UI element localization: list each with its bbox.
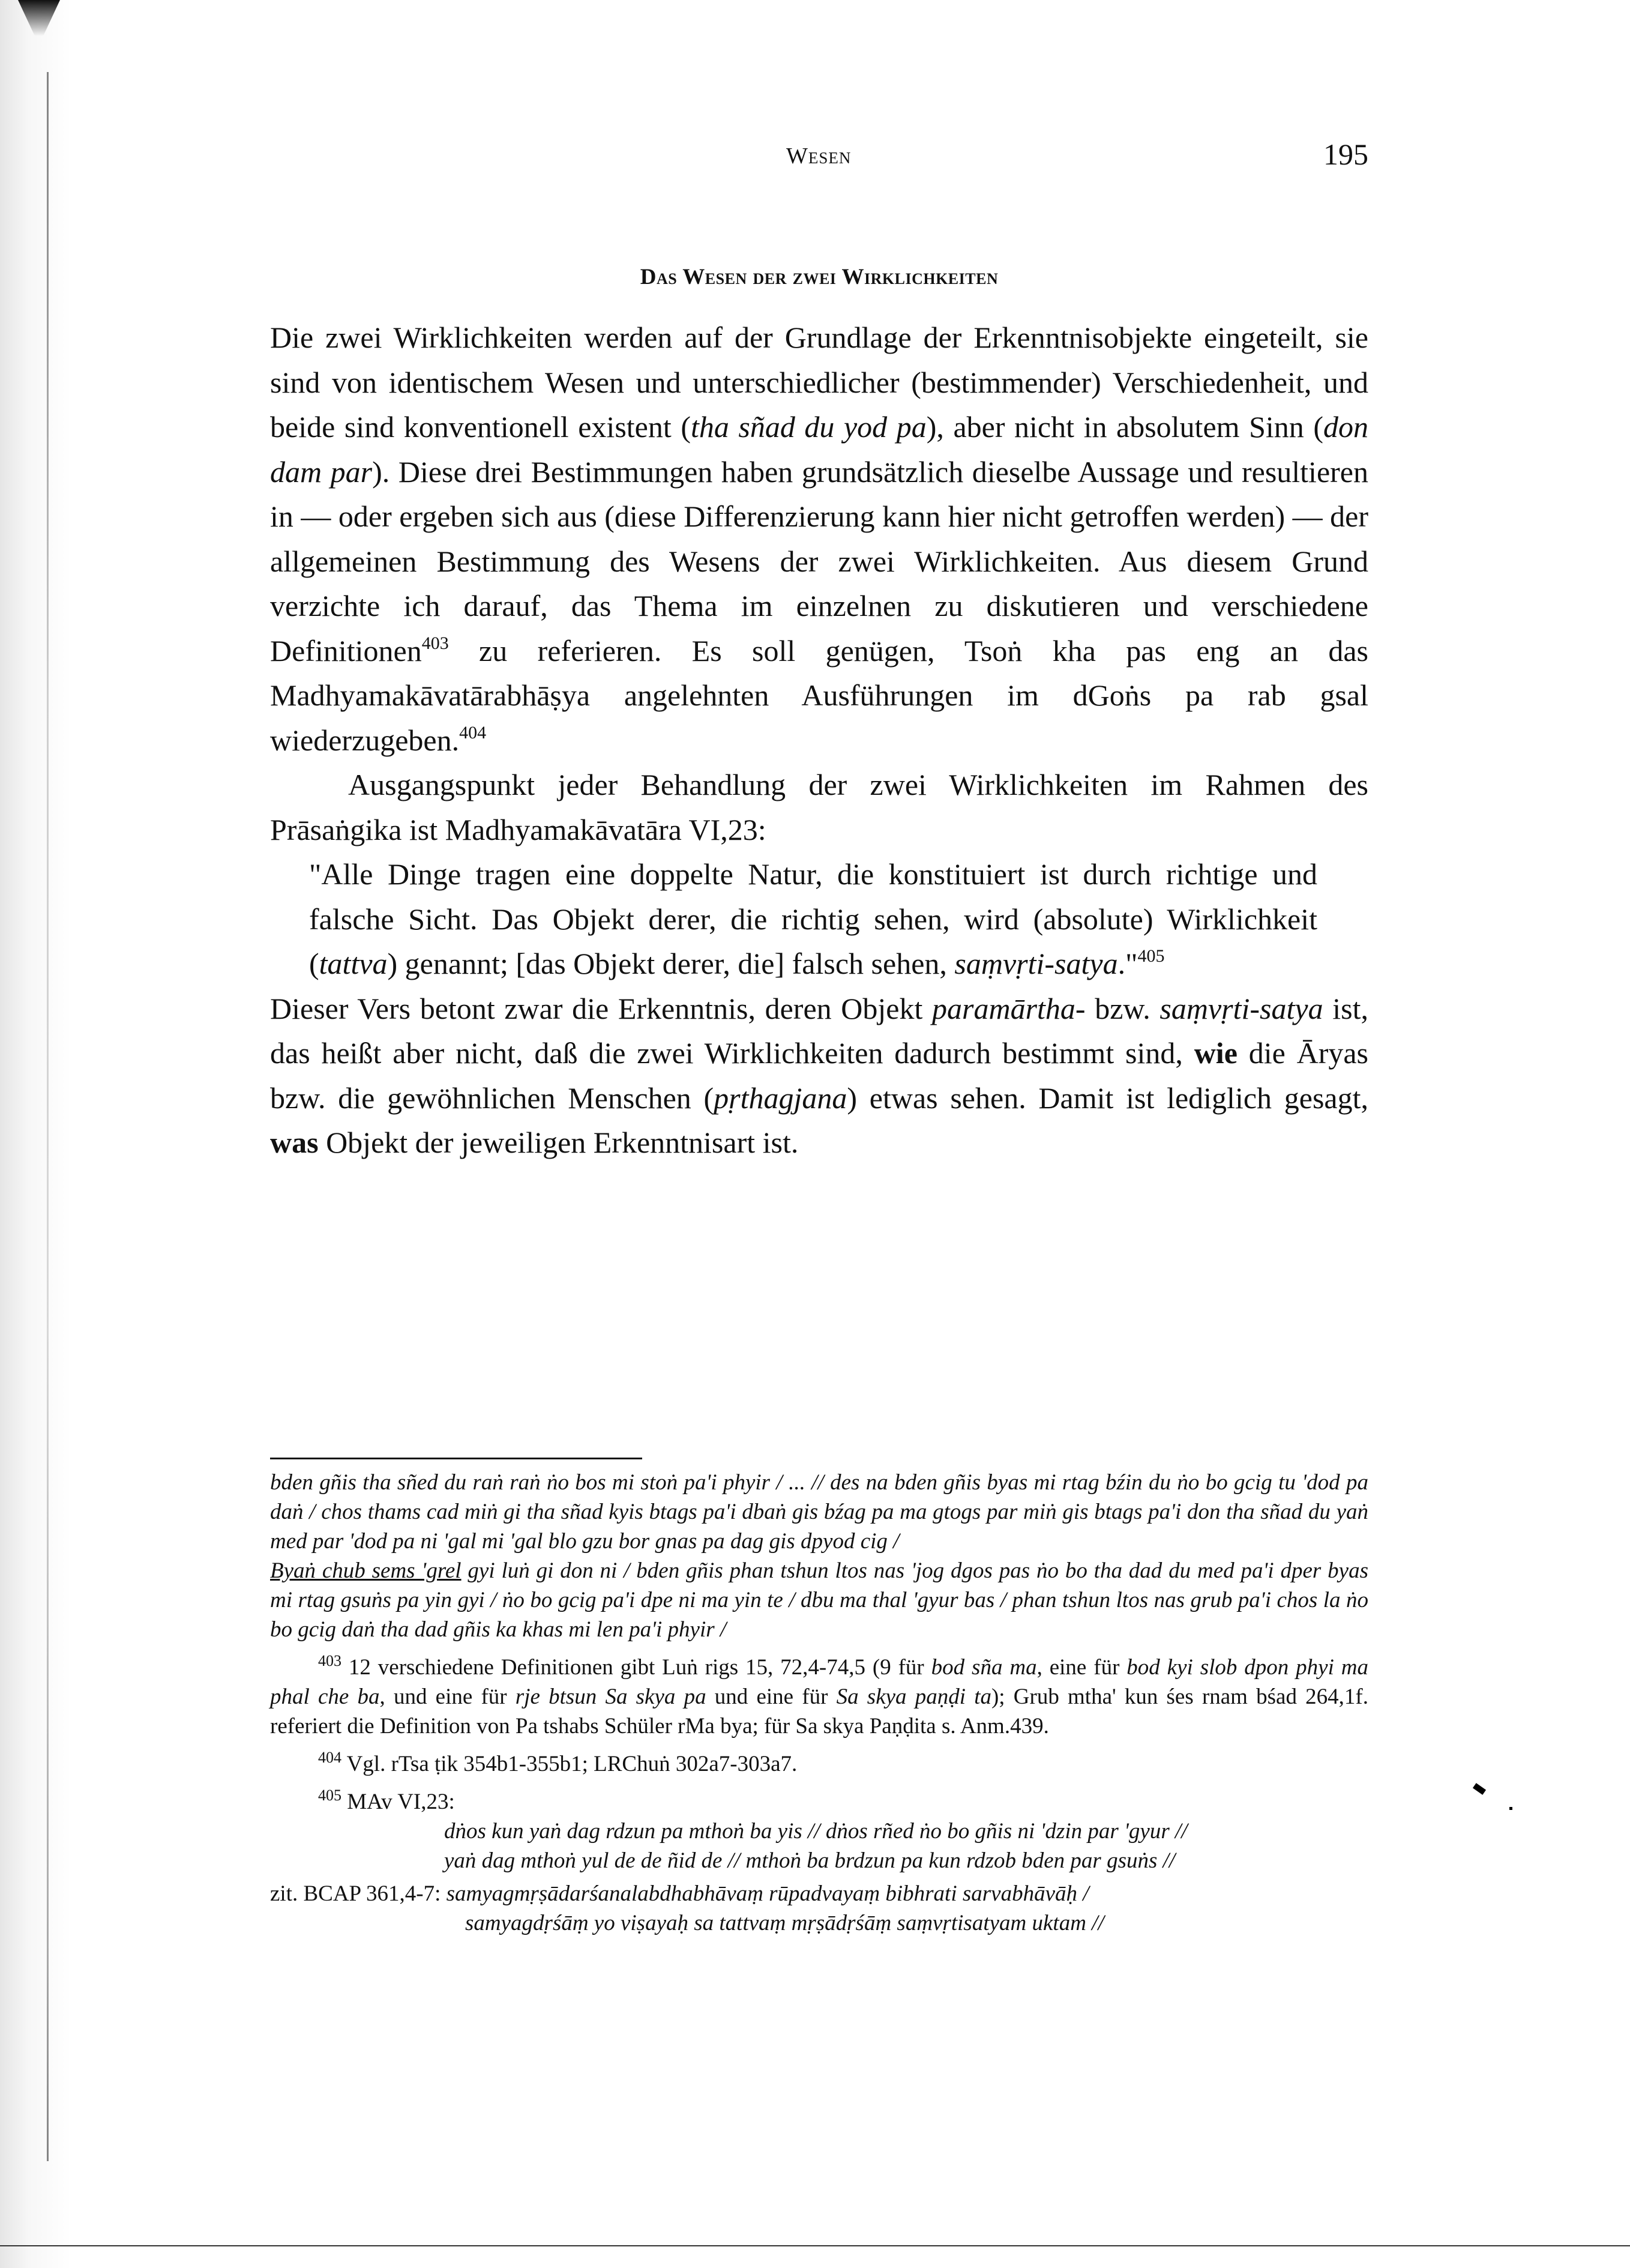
text-run: ." — [1117, 947, 1138, 980]
text-run-italic: tattva — [319, 947, 388, 980]
running-head — [270, 132, 1368, 171]
page-number: 195 — [1323, 137, 1368, 171]
text-run: und eine für — [706, 1684, 837, 1709]
text-run-italic: Sa skya paṇḍi ta — [836, 1684, 991, 1709]
footnote-404 — [270, 1749, 1368, 1779]
text-run: ). Diese drei Bestimmungen haben grundsätzlich dieselbe Aussage und resultieren in — oder ergeben sich aus (diese Differenzierung kann hier nicht getroffen werden) — der allgemeinen Bestimmung des Wesens der zwei Wirklichkeiten. Aus diesem Grund verzichte ich darauf, das Thema im einzelnen zu diskutieren und verschiedene Definitionen — [270, 454, 1368, 668]
underlined-title: Byaṅ chub sems 'grel — [270, 1558, 462, 1583]
text-run: die Āryas bzw. die gewöhnlichen Menschen ( — [270, 1036, 1369, 1115]
text-run-bold: wie — [1194, 1036, 1238, 1070]
text-run-italic: samyagmṛṣādarśanalabdhabhāvaṃ rūpadvayaṃ bibhrati sarvabhāvāḥ / — [446, 1881, 1089, 1906]
binding-edge — [47, 72, 49, 2161]
section-title: Das Wesen der zwei Wirklichkeiten — [640, 265, 999, 289]
text-run: 12 verschiedene Definitionen gibt Luṅ rigs 15, 72,4-74,5 (9 für — [341, 1655, 931, 1680]
text-run: gyi luṅ gi don ni / bden gñis phan tshun ltos nas 'jog dgos pas ṅo bo tha dad du med pa'i dper byas mi rtag gsuṅs pa yin gyi / ṅo bo gcig pa'i dpe ni ma yin te / dbu ma thal 'gyur bas / phan tshun ltos nas grub pa'i chos la ṅo bo gcig daṅ tha dad gñis ka khas mi len pa'i phyir / — [270, 1558, 1368, 1642]
text-run: Die zwei Wirklichkeiten werden auf der Grundlage der Erkenntnisobjekte eingeteilt, sie sind von identischem Wesen und unterschiedlicher (bestimmender) Verschiedenheit, und beide sind konventionell existent ( — [270, 321, 1368, 444]
text-run: ist, das heißt aber nicht, daß die zwei Wirklichkeiten dadurch bestimmt sind, — [270, 991, 1368, 1070]
footnote-number: 403 — [318, 1652, 341, 1669]
text-run: , eine für — [1036, 1655, 1127, 1680]
main-text — [270, 315, 1368, 1165]
text-run: zit. BCAP 361,4-7: — [270, 1881, 447, 1906]
paragraph-3 — [270, 986, 1368, 1165]
text-run: Dieser Vers betont zwar die Erkenntnis, deren Objekt — [270, 991, 932, 1025]
text-run-bold: was — [270, 1126, 319, 1159]
text-run-italic: saṃvṛti-satya — [954, 947, 1118, 980]
running-title: Wesen — [786, 143, 852, 169]
footnotes — [270, 1468, 1368, 1938]
text-run-italic: paramārtha- — [932, 991, 1086, 1025]
verse-line-2: yaṅ dag mthoṅ yul de de ñid de // mthoṅ ba brdzun pa kun rdzob bden par gsuṅs // — [444, 1848, 1176, 1873]
text-run: ), aber nicht in absolutem Sinn ( — [926, 410, 1323, 444]
text-run: Objekt der jeweiligen Erkenntnisart ist. — [318, 1126, 799, 1159]
binding-shadow — [0, 0, 72, 2268]
text-run: MAv VI,23: — [341, 1790, 455, 1814]
footnote-rule — [270, 1458, 642, 1459]
footnote-ref-405[interactable]: 405 — [1137, 946, 1165, 966]
verse-line-1: dṅos kun yaṅ dag rdzun pa mthoṅ ba yis // dṅos rñed ṅo bo gñis ni 'dzin par 'gyur // — [444, 1819, 1188, 1844]
footnote-number: 405 — [318, 1787, 341, 1804]
text-run: ); Grub mtha' kun śes rnam bśad 264,1f. referiert die Definition von Pa tshabs Schüler rMa bya; für Sa skya Paṇḍita s. Anm.439. — [270, 1684, 1368, 1739]
footnote-403 — [270, 1653, 1368, 1741]
text-run: , und eine für — [379, 1684, 516, 1709]
text-run: Vgl. rTsa ṭik 354b1-355b1; LRChuṅ 302a7-303a7. — [341, 1752, 798, 1776]
text-run-italic: saṃvṛti-satya — [1159, 991, 1323, 1025]
footnote-ref-404[interactable]: 404 — [459, 722, 487, 743]
footnote-continuation-1: bden gñis tha sñed du raṅ raṅ ṅo bos mi stoṅ pa'i phyir / ... // des na bden gñis byas mi rtag bźin du ṅo bo gcig tu 'dod pa daṅ / chos thams cad miṅ gi tha sñad kyis btags pa'i dbaṅ gis bźag pa ma gtogs par miṅ gis btags pa'i don tha sñad du yaṅ med par 'dod pa ni 'gal mi 'gal blo gzu bor gnas pa dag gis dpyod cig / — [270, 1470, 1368, 1554]
text-run-italic: bod kyi slob dpon phyi ma phal che ba — [270, 1655, 1368, 1709]
text-run-italic: bod sña ma — [931, 1655, 1037, 1680]
footnote-continuation-2 — [270, 1556, 1368, 1644]
text-run-italic: tha sñad du yod pa — [690, 410, 927, 444]
text-run: bzw. — [1085, 991, 1160, 1025]
text-run-italic: rje btsun Sa skya pa — [515, 1684, 706, 1709]
footnote-ref-403[interactable]: 403 — [421, 633, 449, 653]
scan-bottom-edge — [0, 2245, 1630, 2246]
footnote-number: 404 — [318, 1749, 341, 1766]
block-quote — [309, 852, 1317, 986]
text-run: ) genannt; [das Objekt derer, die] falsch sehen, — [387, 947, 955, 980]
text-run: ) etwas sehen. Damit ist lediglich gesagt, — [847, 1081, 1368, 1115]
scan-speck — [1473, 1783, 1486, 1795]
text-run: "Alle Dinge tragen eine doppelte Natur, die konstituiert ist durch richtige und falsche Sicht. Das Objekt derer, die richtig sehen, wird (absolute) Wirklichkeit ( — [309, 857, 1317, 980]
text-run-italic: pṛthagjana — [714, 1081, 847, 1115]
text-run-italic: don dam par — [270, 410, 1368, 489]
citation-line — [270, 1879, 1368, 1908]
paragraph-1 — [270, 315, 1368, 762]
text-run: zu referieren. Es soll genügen, Tsoṅ kha pas eng an das Madhyamakāvatārabhāṣya angelehnten Ausführungen im dGoṅs pa rab gsal wiederzugeben. — [270, 633, 1368, 757]
verse-line-3: samyagdṛśāṃ yo viṣayaḥ sa tattvaṃ mṛṣādṛśāṃ saṃvṛtisatyam uktam // — [465, 1911, 1104, 1935]
paragraph-2: Ausgangspunkt jeder Behandlung der zwei Wirklichkeiten im Rahmen des Prāsaṅgika ist Madhyamakāvatāra VI,23: — [270, 768, 1368, 846]
scan-speck — [1509, 1807, 1512, 1810]
footnote-405 — [270, 1787, 1368, 1817]
